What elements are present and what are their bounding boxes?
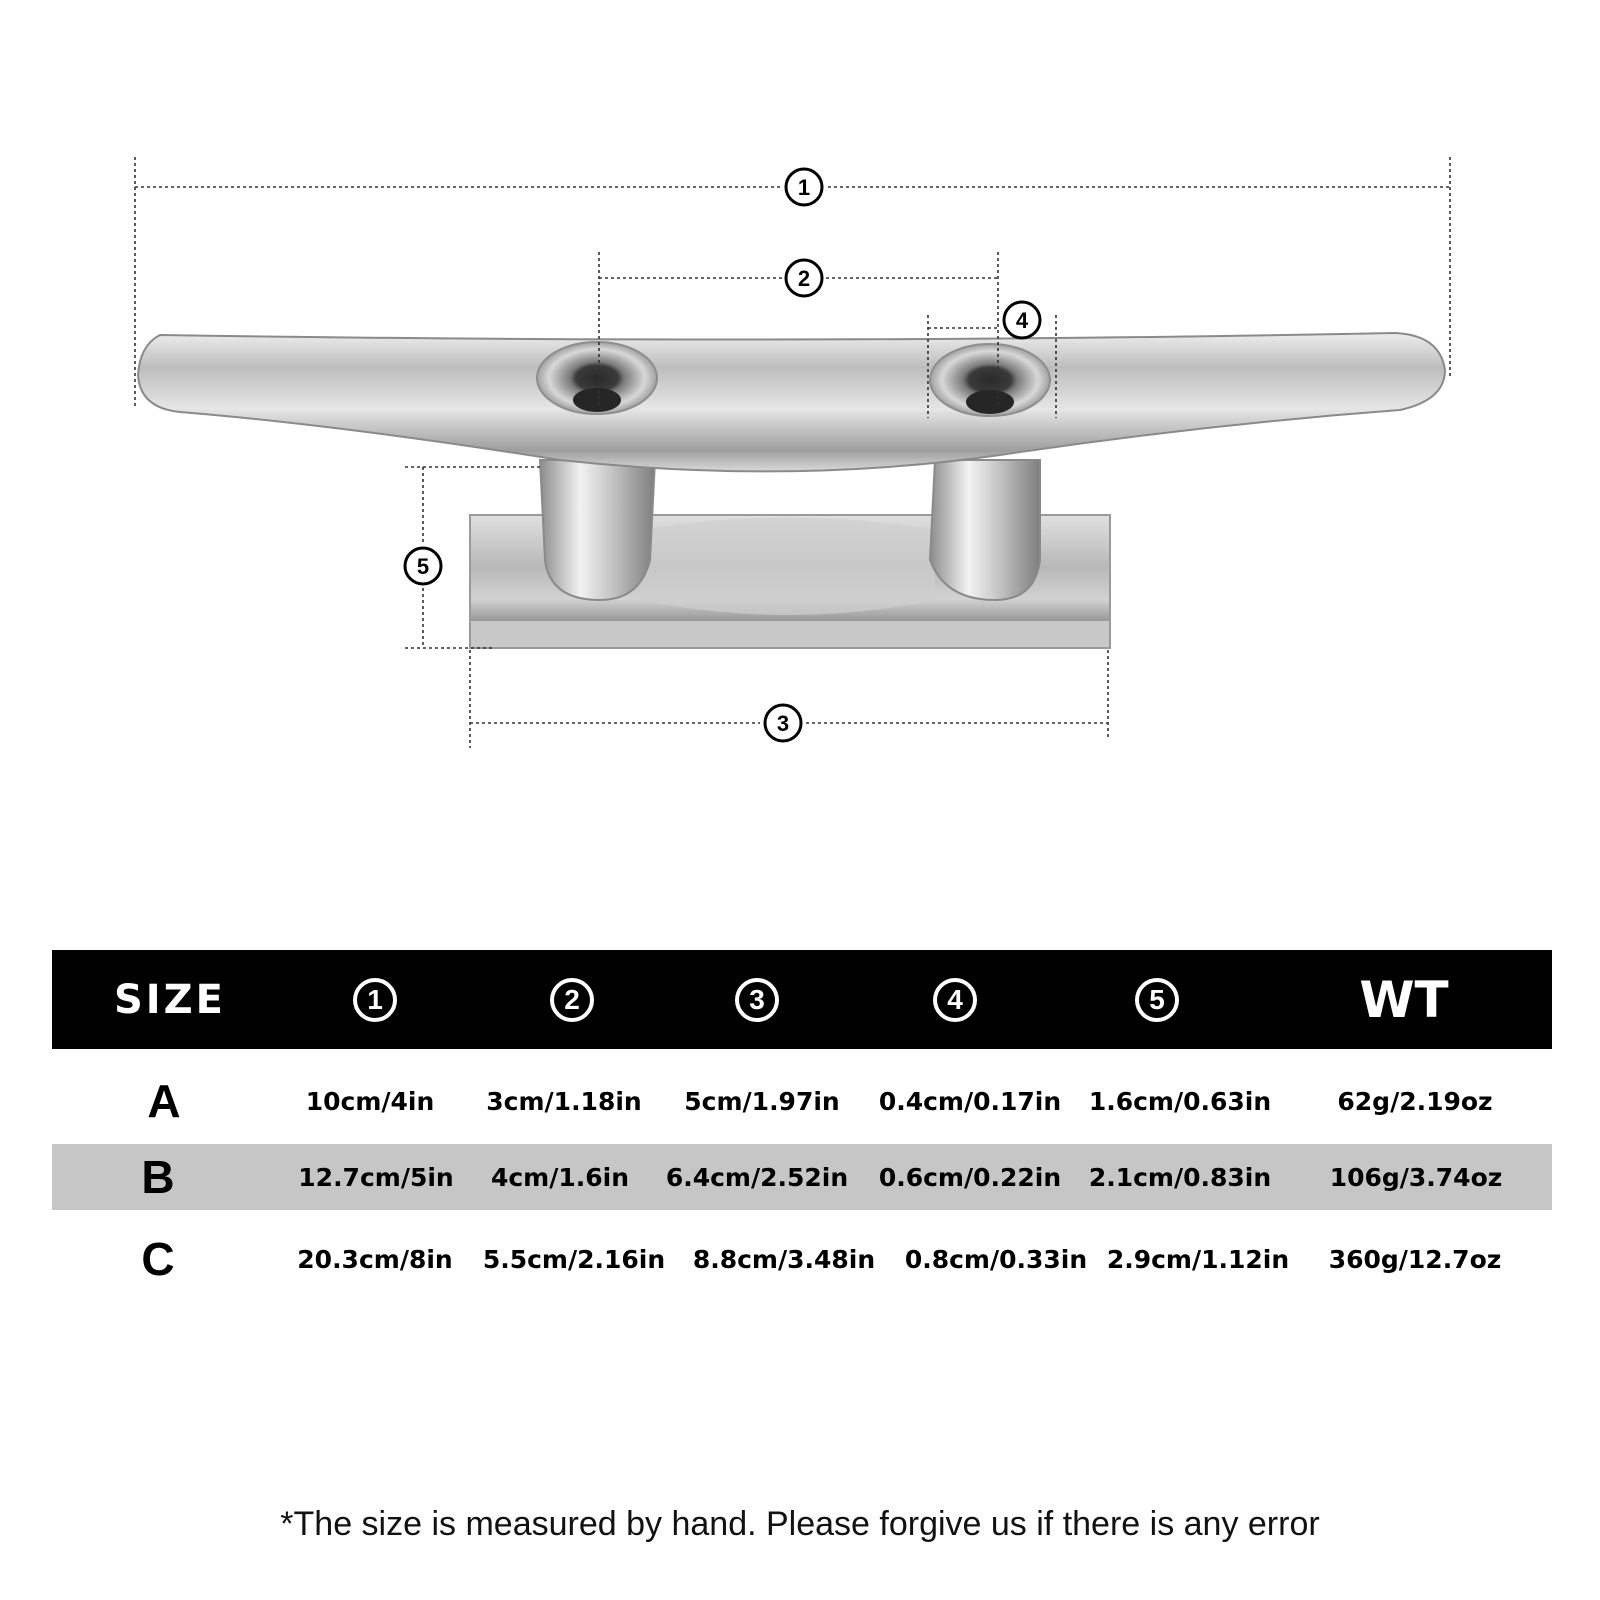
header-col-4: 4 xyxy=(933,950,977,1049)
table-cell: 106g/3.74oz xyxy=(1329,1162,1503,1192)
table-header xyxy=(52,950,1552,1049)
table-cell: 4cm/1.6in xyxy=(490,1162,630,1192)
dimension-marker-4 xyxy=(1004,302,1040,338)
svg-text:3: 3 xyxy=(776,711,790,736)
table-row-a xyxy=(52,1068,1552,1134)
row-label: A xyxy=(147,1075,181,1127)
table-cell: 62g/2.19oz xyxy=(1337,1086,1493,1116)
table-cell: 2.9cm/1.12in xyxy=(1106,1244,1290,1274)
dimension-marker-3 xyxy=(765,705,801,741)
table-cell: 5.5cm/2.16in xyxy=(482,1244,666,1274)
header-wt: WT xyxy=(1359,970,1449,1029)
table-cell: 5cm/1.97in xyxy=(684,1086,840,1116)
header-col-5: 5 xyxy=(1135,950,1179,1049)
dimension-marker-1 xyxy=(786,169,822,205)
dimension-marker-2 xyxy=(786,260,822,296)
cleat-horn xyxy=(138,333,1445,471)
table-cell: 360g/12.7oz xyxy=(1328,1244,1502,1274)
row-label: C xyxy=(141,1233,175,1285)
table-cell: 0.4cm/0.17in xyxy=(878,1086,1062,1116)
table-cell: 0.6cm/0.22in xyxy=(878,1162,1062,1192)
table-cell: 12.7cm/5in xyxy=(298,1162,454,1192)
header-col-3: 3 xyxy=(735,950,779,1049)
table-row-c xyxy=(52,1226,1552,1292)
table-cell: 1.6cm/0.63in xyxy=(1088,1086,1272,1116)
svg-text:1: 1 xyxy=(797,175,811,200)
table-cell: 6.4cm/2.52in xyxy=(665,1162,849,1192)
table-cell: 2.1cm/0.83in xyxy=(1088,1162,1272,1192)
svg-text:2: 2 xyxy=(797,266,811,291)
dimension-marker-5 xyxy=(405,548,441,584)
table-row-b xyxy=(52,1144,1552,1210)
row-label: B xyxy=(141,1151,175,1203)
table-cell: 0.8cm/0.33in xyxy=(904,1244,1088,1274)
header-col-1: 1 xyxy=(353,950,397,1049)
table-cell: 3cm/1.18in xyxy=(486,1086,642,1116)
svg-text:4: 4 xyxy=(1015,308,1029,333)
header-col-2: 2 xyxy=(550,950,594,1049)
table-cell: 20.3cm/8in xyxy=(297,1244,453,1274)
table-cell: 10cm/4in xyxy=(305,1086,435,1116)
svg-text:5: 5 xyxy=(416,554,430,579)
header-size: SIZE xyxy=(113,976,227,1023)
footnote: *The size is measured by hand. Please forgive us if there is any error xyxy=(280,1505,1320,1543)
table-cell: 8.8cm/3.48in xyxy=(692,1244,876,1274)
